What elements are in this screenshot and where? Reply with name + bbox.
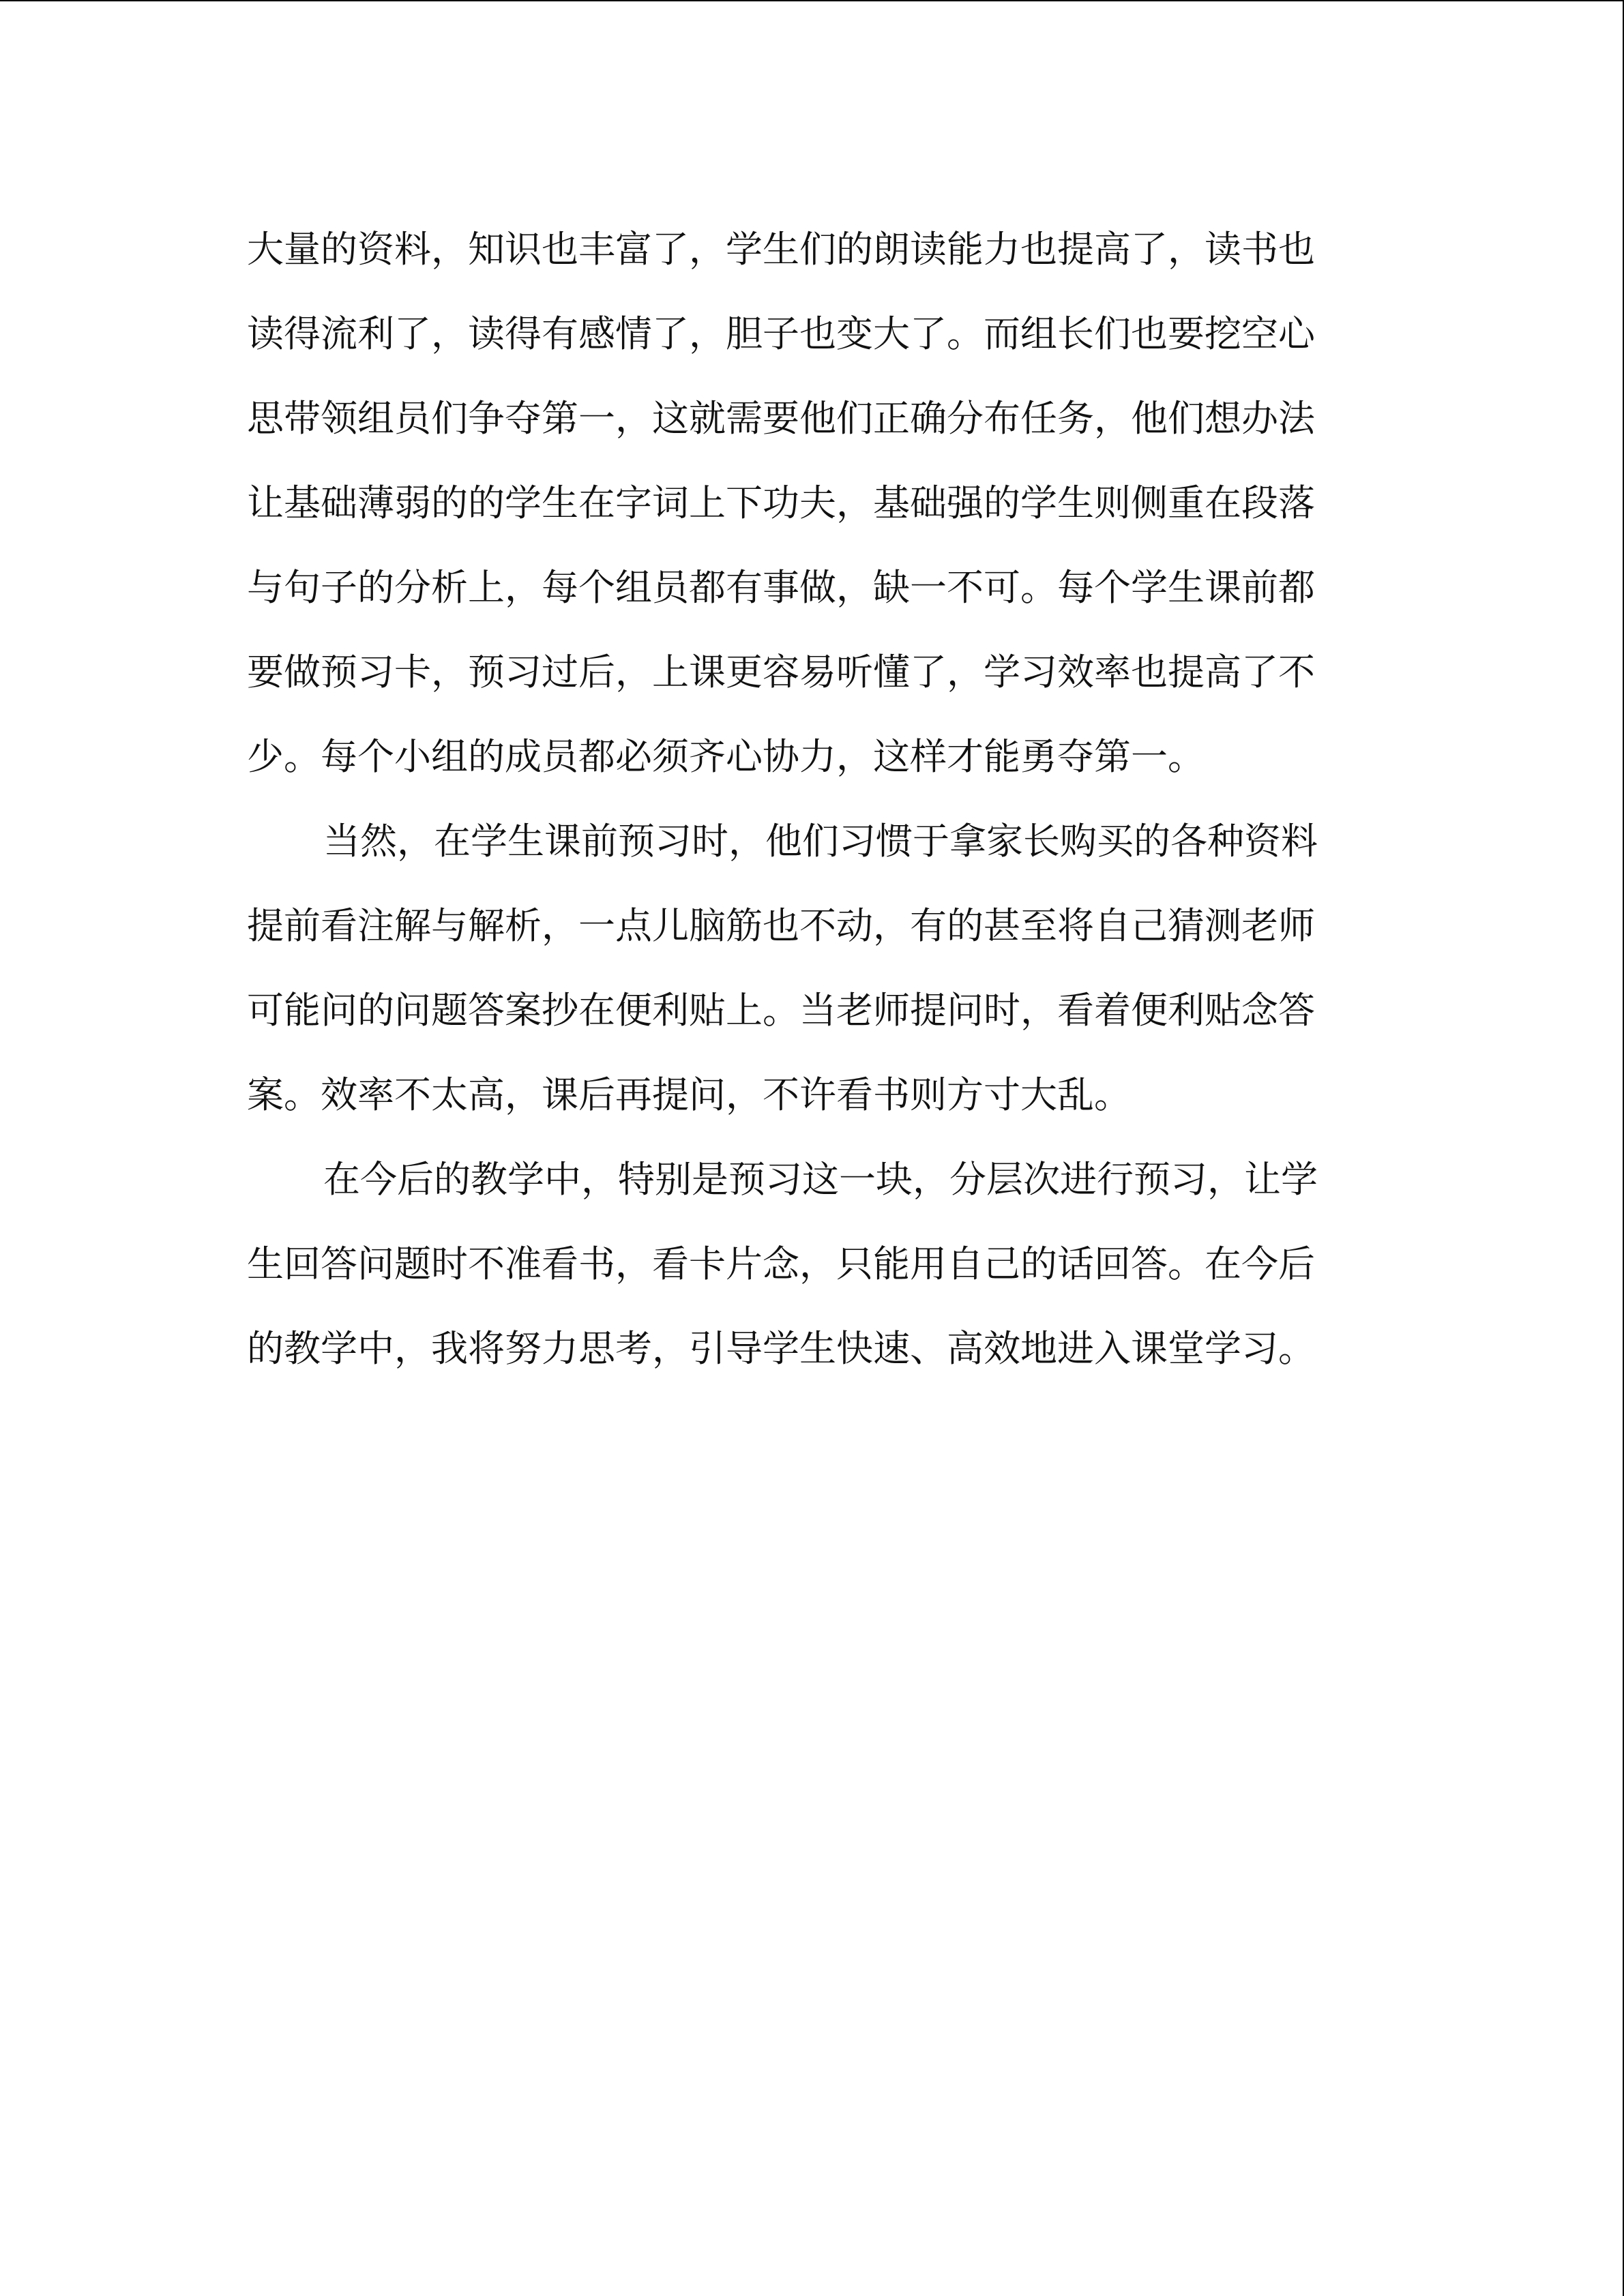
text-line: 思带领组员们争夺第一，这就需要他们正确分布任务，他们想办法 xyxy=(247,397,1315,440)
text-line: 读得流利了，读得有感情了，胆子也变大了。而组长们也要挖空心 xyxy=(247,312,1315,355)
text-line: 案。效率不太高，课后再提问，不许看书则方寸大乱。 xyxy=(247,1073,1131,1116)
text-line: 可能问的问题答案抄在便利贴上。当老师提问时，看着便利贴念答 xyxy=(247,989,1315,1032)
text-line: 生回答问题时不准看书，看卡片念，只能用自己的话回答。在今后 xyxy=(247,1242,1315,1285)
text-line: 大量的资料，知识也丰富了，学生们的朗读能力也提高了，读书也 xyxy=(247,228,1315,271)
paragraph-1 xyxy=(247,207,1357,799)
text-line: 与句子的分析上，每个组员都有事做，缺一不可。每个学生课前都 xyxy=(247,566,1315,609)
paragraph-3 xyxy=(247,1137,1357,1391)
text-line: 让基础薄弱的的学生在字词上下功夫，基础强的学生则侧重在段落 xyxy=(247,481,1315,524)
text-line: 当然，在学生课前预习时，他们习惯于拿家长购买的各种资料 xyxy=(323,820,1318,863)
text-line: 要做预习卡，预习过后，上课更容易听懂了，学习效率也提高了不 xyxy=(247,651,1315,694)
text-line: 在今后的教学中，特别是预习这一块，分层次进行预习，让学 xyxy=(323,1158,1318,1201)
text-line: 少。每个小组的成员都必须齐心协力，这样才能勇夺第一。 xyxy=(247,735,1205,778)
document-body xyxy=(247,207,1357,1391)
text-line: 的教学中，我将努力思考，引导学生快速、高效地进入课堂学习。 xyxy=(247,1327,1315,1370)
text-line: 提前看注解与解析，一点儿脑筋也不动，有的甚至将自己猜测老师 xyxy=(247,904,1315,947)
paragraph-2 xyxy=(247,799,1357,1137)
